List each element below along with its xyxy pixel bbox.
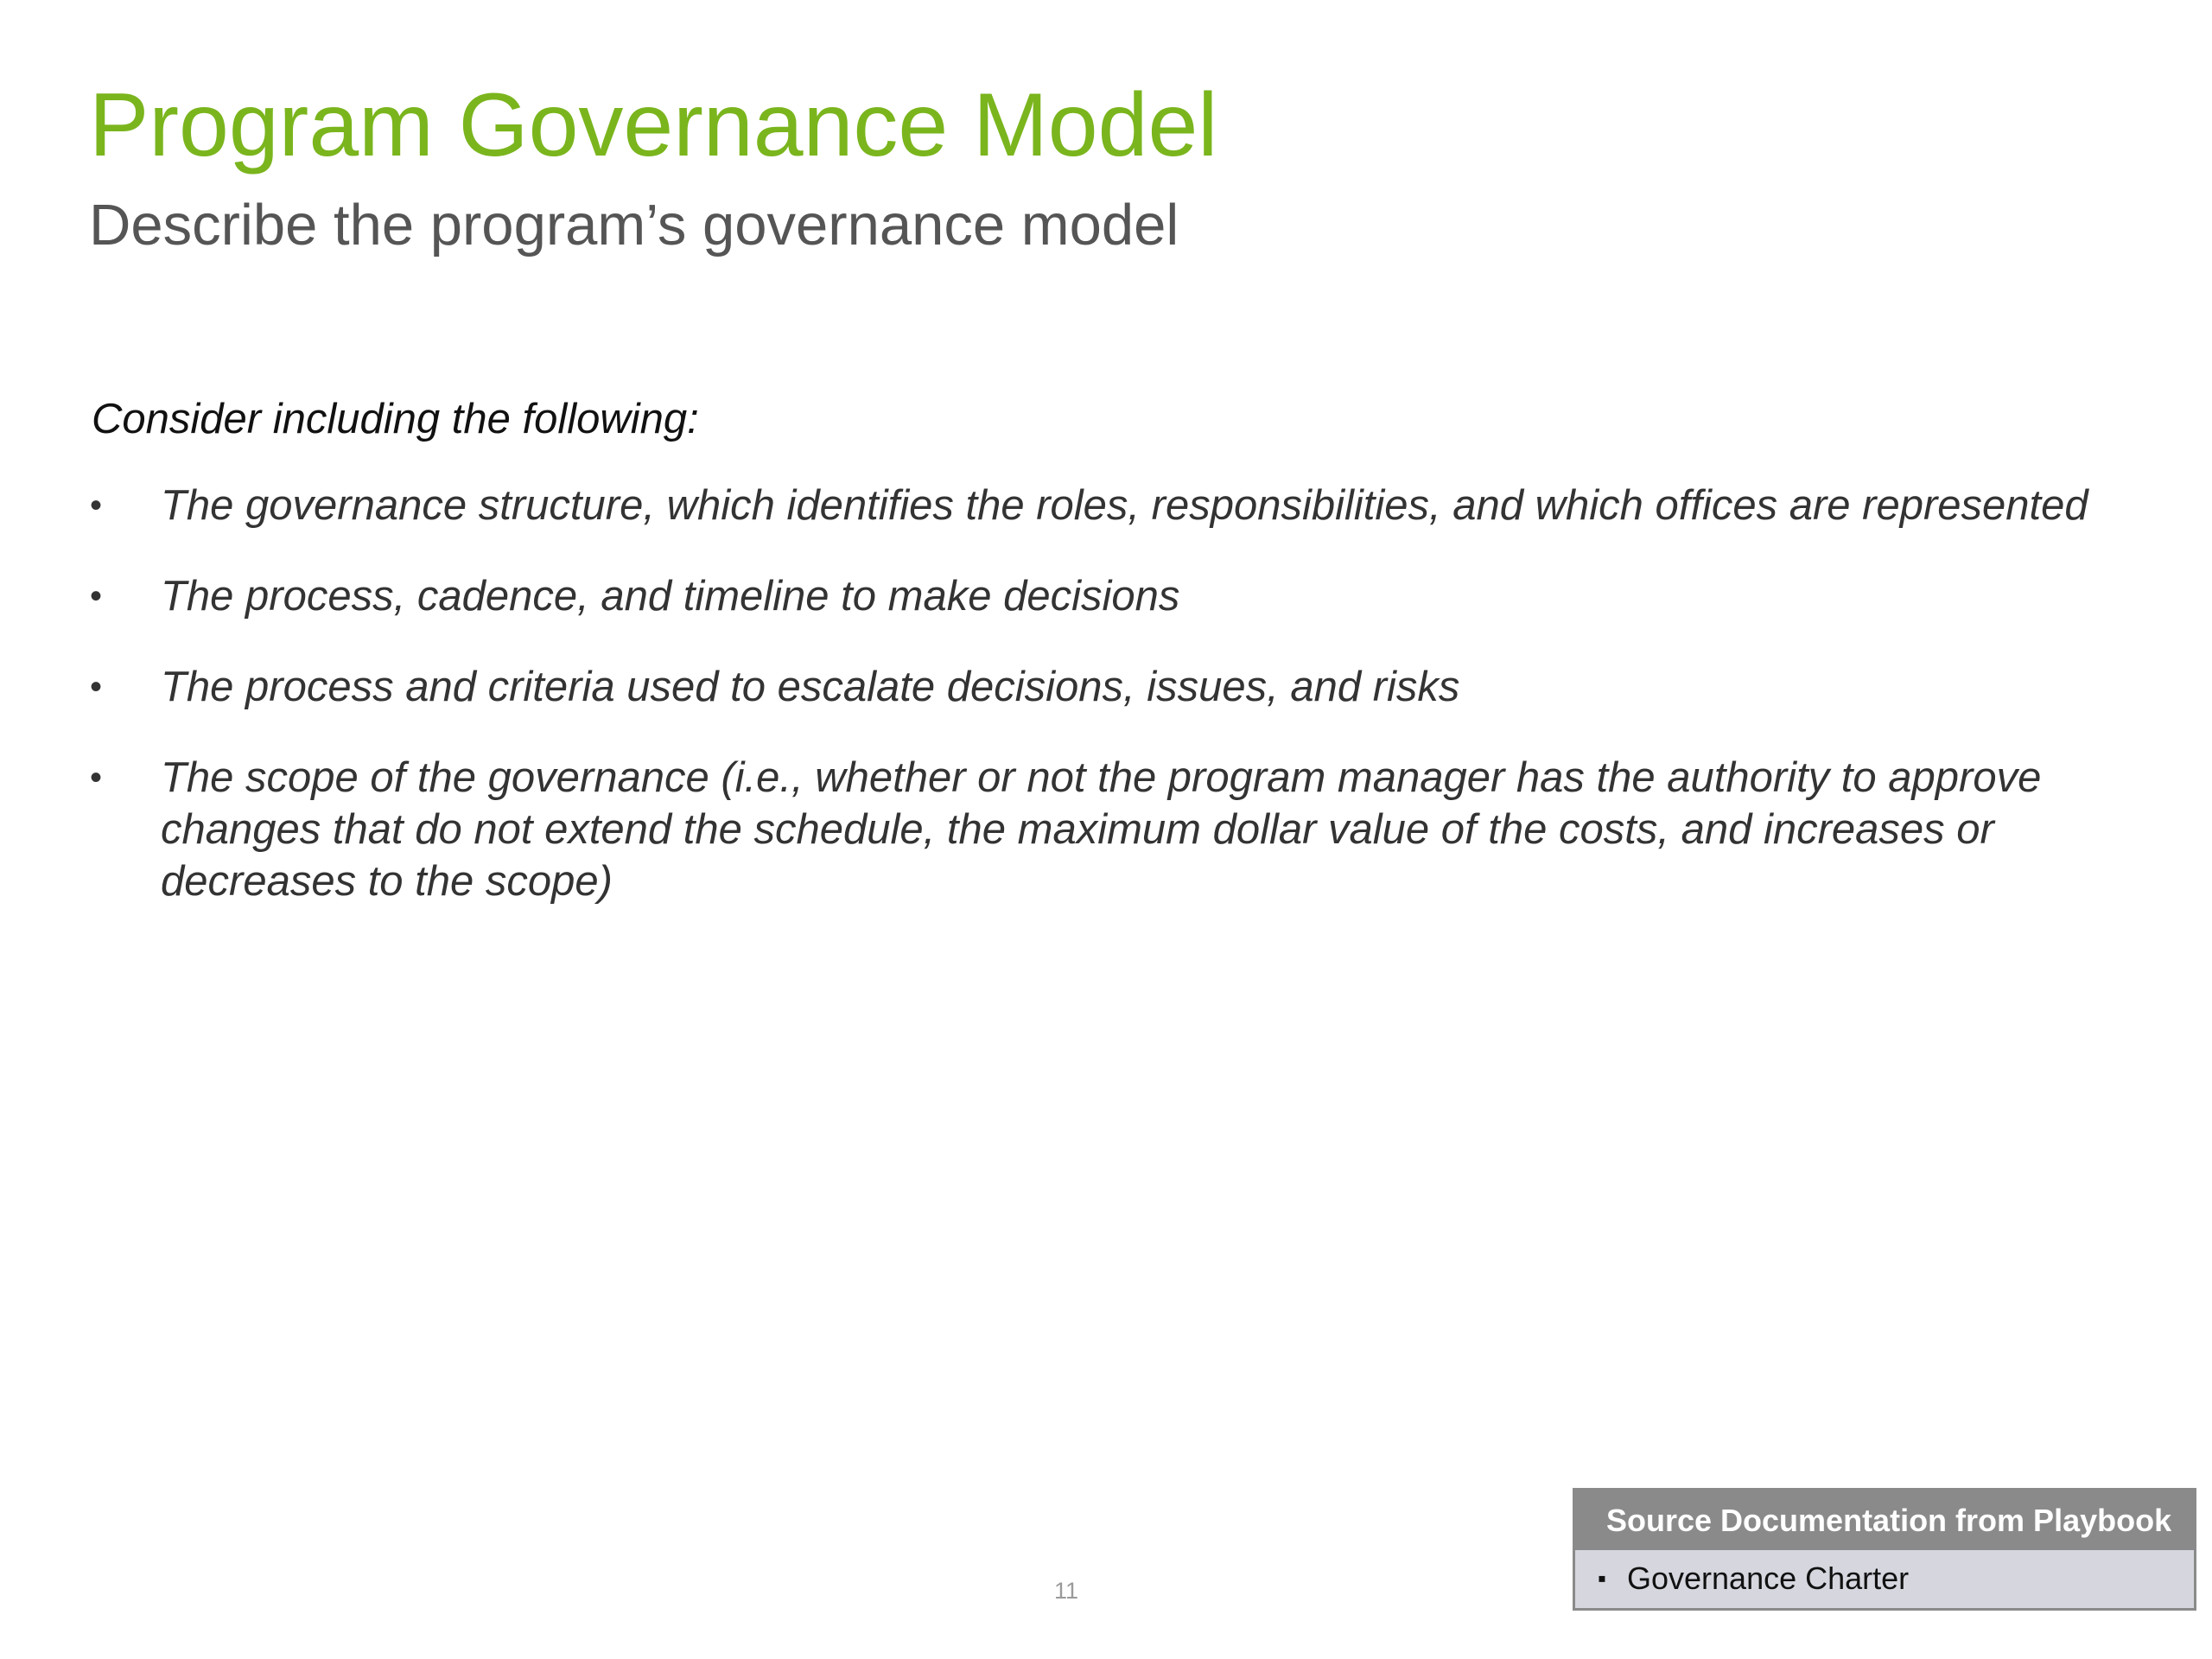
bullet-dot-icon: • <box>90 668 103 706</box>
bullet-text: The process and criteria used to escalate decisions, issues, and risks <box>161 664 1460 710</box>
bullet-item <box>90 661 2148 713</box>
source-item-label: Governance Charter <box>1627 1560 1910 1596</box>
page-number: 11 <box>1054 1578 1079 1604</box>
bullet-text: The process, cadence, and timeline to make decisions <box>161 573 1180 620</box>
bullet-text: The governance structure, which identifies the roles, responsibilities, and which offices are represented <box>161 482 2088 529</box>
bullet-dot-icon: • <box>90 486 103 524</box>
bullet-item <box>90 480 2148 531</box>
bullet-dot-icon: • <box>90 759 103 797</box>
source-documentation-item <box>1575 1550 2194 1607</box>
slide-subtitle: Describe the program’s governance model <box>89 193 1179 257</box>
bullet-item <box>90 570 2148 622</box>
source-documentation-header: Source Documentation from Playbook <box>1575 1491 2194 1550</box>
bullet-dot-icon: • <box>90 577 103 615</box>
intro-text: Consider including the following: <box>92 396 699 442</box>
square-bullet-icon: ▪ <box>1598 1565 1606 1592</box>
source-documentation-box <box>1573 1488 2196 1611</box>
bullet-text: The scope of the governance (i.e., whether or not the program manager has the authority to approve changes that do not extend the schedule, the maximum dollar value of the costs, and increases or decreases to the scope) <box>161 754 2042 905</box>
bullet-item <box>90 752 2148 907</box>
slide-title: Program Governance Model <box>89 75 1218 175</box>
